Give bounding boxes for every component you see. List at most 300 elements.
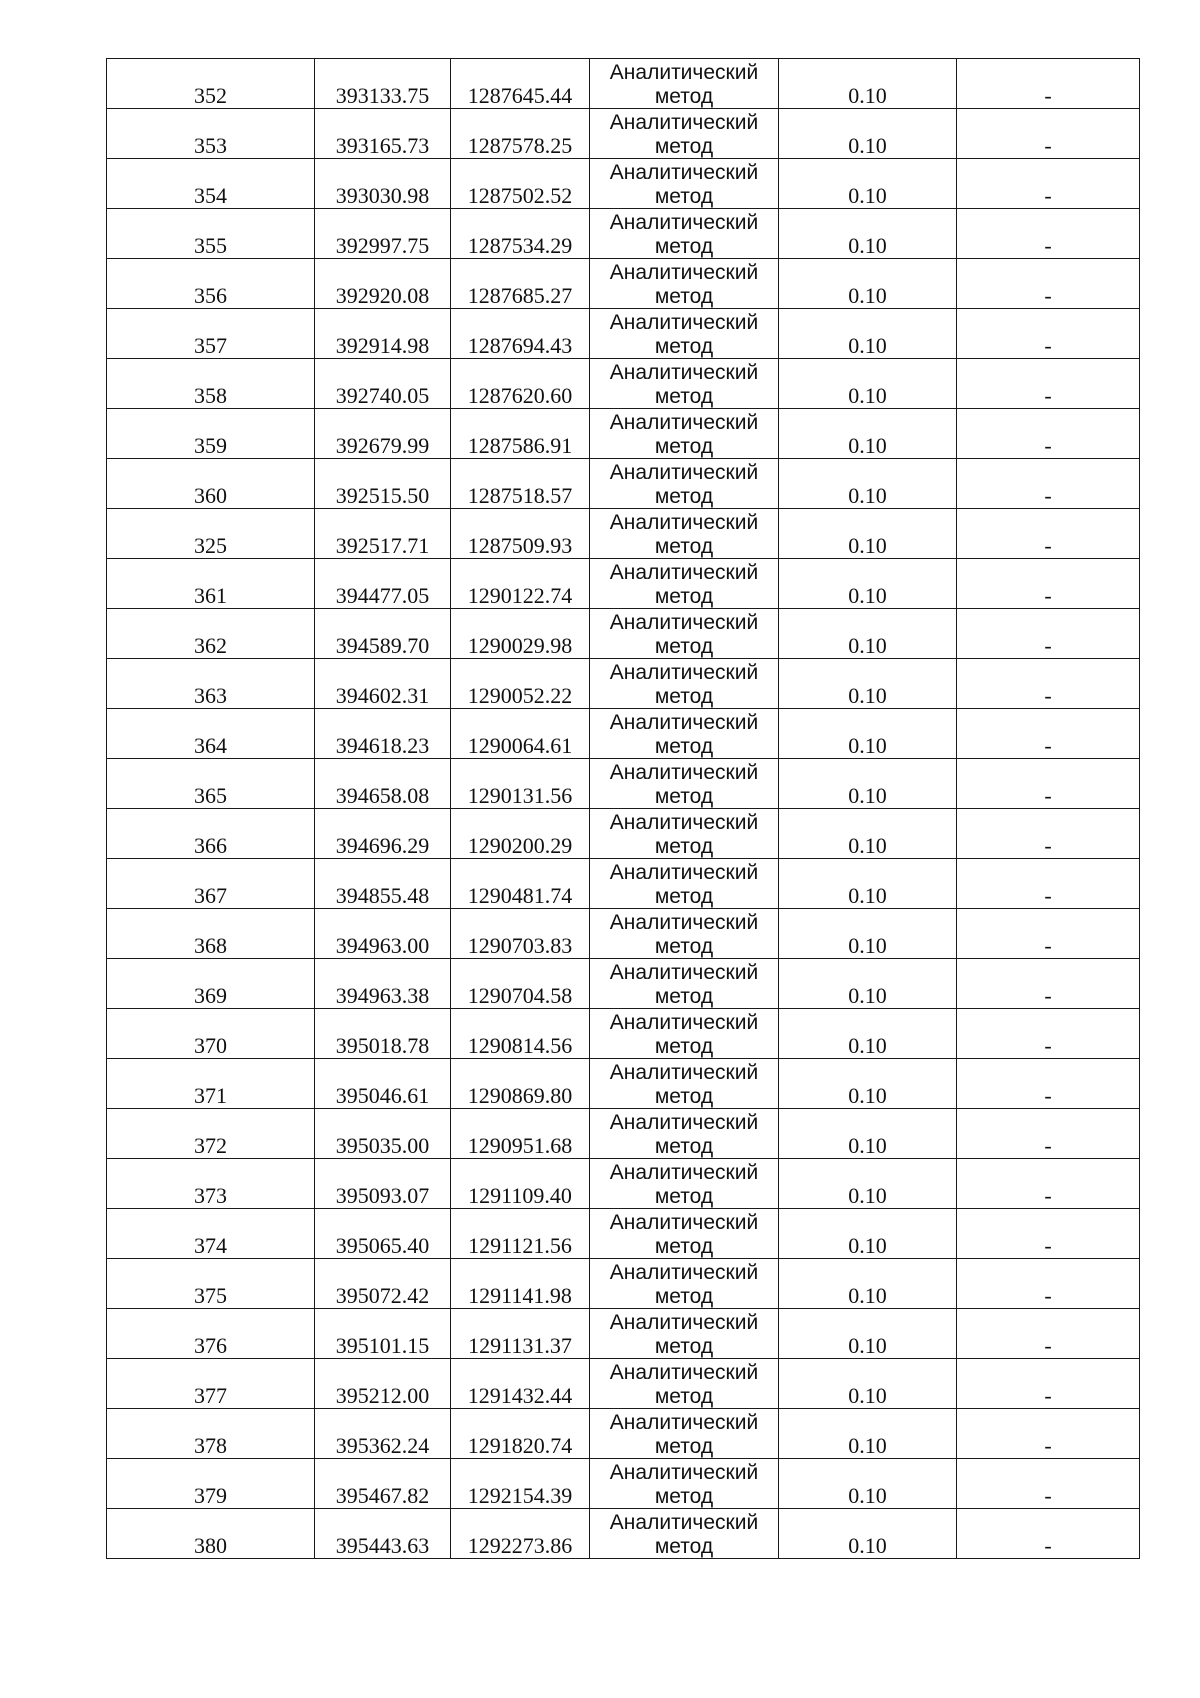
note-cell bbox=[957, 1059, 1140, 1109]
accuracy-cell bbox=[779, 1009, 957, 1059]
note-text: - bbox=[1044, 433, 1052, 458]
note-text: - bbox=[1044, 1433, 1052, 1458]
point-number-text: 368 bbox=[194, 933, 227, 958]
accuracy-text: 0.10 bbox=[848, 1033, 887, 1058]
point-number-text: 354 bbox=[194, 183, 227, 208]
accuracy-cell bbox=[779, 1309, 957, 1359]
note-cell bbox=[957, 109, 1140, 159]
table-row bbox=[107, 1159, 1140, 1209]
y-coordinate-text: 1290703.83 bbox=[467, 933, 573, 958]
accuracy-text: 0.10 bbox=[848, 583, 887, 608]
method-cell bbox=[590, 959, 779, 1009]
method-cell bbox=[590, 309, 779, 359]
table-row bbox=[107, 159, 1140, 209]
table-row bbox=[107, 959, 1140, 1009]
method-line-1: Аналитический bbox=[609, 1311, 759, 1334]
x-coordinate-text: 395101.15 bbox=[335, 1333, 430, 1358]
accuracy-cell bbox=[779, 309, 957, 359]
note-cell bbox=[957, 959, 1140, 1009]
point-number-cell bbox=[107, 1309, 315, 1359]
y-coordinate-cell bbox=[451, 1509, 590, 1559]
note-text: - bbox=[1044, 683, 1052, 708]
y-coordinate-cell bbox=[451, 509, 590, 559]
accuracy-text: 0.10 bbox=[848, 83, 887, 108]
note-cell bbox=[957, 609, 1140, 659]
x-coordinate-cell bbox=[315, 509, 451, 559]
method-cell bbox=[590, 859, 779, 909]
note-cell bbox=[957, 809, 1140, 859]
x-coordinate-text: 394963.38 bbox=[335, 983, 430, 1008]
method-cell bbox=[590, 1459, 779, 1509]
y-coordinate-cell bbox=[451, 1359, 590, 1409]
note-text: - bbox=[1044, 1033, 1052, 1058]
note-cell bbox=[957, 1359, 1140, 1409]
x-coordinate-text: 392914.98 bbox=[335, 333, 430, 358]
method-cell bbox=[590, 1209, 779, 1259]
x-coordinate-text: 392515.50 bbox=[335, 483, 430, 508]
method-cell bbox=[590, 1159, 779, 1209]
note-text: - bbox=[1044, 283, 1052, 308]
accuracy-text: 0.10 bbox=[848, 1183, 887, 1208]
table-row bbox=[107, 309, 1140, 359]
point-number-cell bbox=[107, 1009, 315, 1059]
note-text: - bbox=[1044, 833, 1052, 858]
y-coordinate-text: 1291141.98 bbox=[468, 1283, 572, 1308]
table-row bbox=[107, 109, 1140, 159]
y-coordinate-text: 1290064.61 bbox=[467, 733, 573, 758]
table-row bbox=[107, 459, 1140, 509]
point-number-text: 370 bbox=[194, 1033, 227, 1058]
method-line-2: метод bbox=[654, 435, 714, 458]
y-coordinate-text: 1292154.39 bbox=[467, 1483, 573, 1508]
method-line-1: Аналитический bbox=[609, 411, 759, 434]
point-number-text: 357 bbox=[194, 333, 227, 358]
method-line-1: Аналитический bbox=[609, 361, 759, 384]
table-row bbox=[107, 1459, 1140, 1509]
y-coordinate-cell bbox=[451, 559, 590, 609]
point-number-cell bbox=[107, 959, 315, 1009]
accuracy-text: 0.10 bbox=[848, 183, 887, 208]
accuracy-text: 0.10 bbox=[848, 933, 887, 958]
method-cell bbox=[590, 409, 779, 459]
note-cell bbox=[957, 509, 1140, 559]
accuracy-text: 0.10 bbox=[848, 683, 887, 708]
method-cell bbox=[590, 1259, 779, 1309]
method-cell bbox=[590, 809, 779, 859]
y-coordinate-text: 1290122.74 bbox=[467, 583, 573, 608]
method-line-1: Аналитический bbox=[609, 1361, 759, 1384]
point-number-cell bbox=[107, 1509, 315, 1559]
table-row bbox=[107, 909, 1140, 959]
note-text: - bbox=[1044, 1083, 1052, 1108]
table-row bbox=[107, 559, 1140, 609]
note-text: - bbox=[1044, 783, 1052, 808]
table-row bbox=[107, 759, 1140, 809]
x-coordinate-text: 392920.08 bbox=[335, 283, 430, 308]
accuracy-cell bbox=[779, 859, 957, 909]
x-coordinate-text: 395072.42 bbox=[335, 1283, 430, 1308]
method-cell bbox=[590, 1359, 779, 1409]
table-row bbox=[107, 609, 1140, 659]
method-line-2: метод bbox=[654, 1035, 714, 1058]
x-coordinate-text: 394618.23 bbox=[335, 733, 430, 758]
coordinates-table-body bbox=[107, 59, 1140, 1559]
accuracy-text: 0.10 bbox=[848, 483, 887, 508]
note-cell bbox=[957, 1409, 1140, 1459]
x-coordinate-text: 394602.31 bbox=[335, 683, 430, 708]
x-coordinate-cell bbox=[315, 659, 451, 709]
y-coordinate-text: 1290951.68 bbox=[467, 1133, 573, 1158]
accuracy-cell bbox=[779, 909, 957, 959]
note-cell bbox=[957, 709, 1140, 759]
accuracy-cell bbox=[779, 1209, 957, 1259]
method-line-1: Аналитический bbox=[609, 311, 759, 334]
x-coordinate-cell bbox=[315, 859, 451, 909]
x-coordinate-cell bbox=[315, 809, 451, 859]
accuracy-cell bbox=[779, 1159, 957, 1209]
note-cell bbox=[957, 1159, 1140, 1209]
x-coordinate-text: 392997.75 bbox=[335, 233, 430, 258]
point-number-cell bbox=[107, 159, 315, 209]
y-coordinate-cell bbox=[451, 1209, 590, 1259]
y-coordinate-cell bbox=[451, 809, 590, 859]
point-number-cell bbox=[107, 509, 315, 559]
x-coordinate-text: 395065.40 bbox=[335, 1233, 430, 1258]
point-number-text: 365 bbox=[194, 783, 227, 808]
method-line-2: метод bbox=[654, 685, 714, 708]
accuracy-text: 0.10 bbox=[848, 633, 887, 658]
method-line-2: метод bbox=[654, 1385, 714, 1408]
point-number-cell bbox=[107, 659, 315, 709]
table-row bbox=[107, 409, 1140, 459]
accuracy-text: 0.10 bbox=[848, 133, 887, 158]
method-line-2: метод bbox=[654, 1435, 714, 1458]
accuracy-cell bbox=[779, 659, 957, 709]
method-line-1: Аналитический bbox=[609, 211, 759, 234]
method-cell bbox=[590, 609, 779, 659]
table-row bbox=[107, 259, 1140, 309]
point-number-cell bbox=[107, 309, 315, 359]
accuracy-cell bbox=[779, 359, 957, 409]
y-coordinate-cell bbox=[451, 159, 590, 209]
method-line-1: Аналитический bbox=[609, 1211, 759, 1234]
x-coordinate-text: 395212.00 bbox=[335, 1383, 430, 1408]
x-coordinate-cell bbox=[315, 1109, 451, 1159]
accuracy-text: 0.10 bbox=[848, 1483, 887, 1508]
method-line-1: Аналитический bbox=[609, 1261, 759, 1284]
method-line-1: Аналитический bbox=[609, 111, 759, 134]
y-coordinate-cell bbox=[451, 359, 590, 409]
point-number-cell bbox=[107, 559, 315, 609]
y-coordinate-cell bbox=[451, 1109, 590, 1159]
x-coordinate-cell bbox=[315, 1209, 451, 1259]
note-cell bbox=[957, 1509, 1140, 1559]
point-number-text: 325 bbox=[194, 533, 227, 558]
method-line-2: метод bbox=[654, 85, 714, 108]
y-coordinate-cell bbox=[451, 409, 590, 459]
x-coordinate-cell bbox=[315, 209, 451, 259]
method-line-1: Аналитический bbox=[609, 961, 759, 984]
point-number-cell bbox=[107, 209, 315, 259]
y-coordinate-text: 1290029.98 bbox=[467, 633, 573, 658]
method-cell bbox=[590, 59, 779, 109]
y-coordinate-cell bbox=[451, 709, 590, 759]
note-text: - bbox=[1044, 933, 1052, 958]
accuracy-cell bbox=[779, 1109, 957, 1159]
method-line-1: Аналитический bbox=[609, 611, 759, 634]
accuracy-cell bbox=[779, 209, 957, 259]
note-cell bbox=[957, 1459, 1140, 1509]
y-coordinate-text: 1287620.60 bbox=[467, 383, 573, 408]
accuracy-text: 0.10 bbox=[848, 983, 887, 1008]
x-coordinate-text: 392679.99 bbox=[335, 433, 430, 458]
accuracy-text: 0.10 bbox=[848, 1133, 887, 1158]
x-coordinate-text: 395467.82 bbox=[335, 1483, 430, 1508]
x-coordinate-text: 395362.24 bbox=[335, 1433, 430, 1458]
method-line-1: Аналитический bbox=[609, 511, 759, 534]
accuracy-cell bbox=[779, 1409, 957, 1459]
method-cell bbox=[590, 359, 779, 409]
table-row bbox=[107, 659, 1140, 709]
note-cell bbox=[957, 1009, 1140, 1059]
accuracy-text: 0.10 bbox=[848, 1333, 887, 1358]
point-number-cell bbox=[107, 409, 315, 459]
table-row bbox=[107, 1109, 1140, 1159]
method-cell bbox=[590, 1409, 779, 1459]
note-text: - bbox=[1044, 383, 1052, 408]
accuracy-text: 0.10 bbox=[848, 1533, 887, 1558]
method-line-1: Аналитический bbox=[609, 1061, 759, 1084]
y-coordinate-cell bbox=[451, 109, 590, 159]
point-number-cell bbox=[107, 1459, 315, 1509]
note-text: - bbox=[1044, 1483, 1052, 1508]
y-coordinate-cell bbox=[451, 1309, 590, 1359]
y-coordinate-text: 1291131.37 bbox=[468, 1333, 572, 1358]
point-number-cell bbox=[107, 859, 315, 909]
x-coordinate-cell bbox=[315, 1509, 451, 1559]
point-number-text: 379 bbox=[194, 1483, 227, 1508]
x-coordinate-cell bbox=[315, 1259, 451, 1309]
x-coordinate-text: 392740.05 bbox=[335, 383, 430, 408]
point-number-cell bbox=[107, 1359, 315, 1409]
note-cell bbox=[957, 1209, 1140, 1259]
method-cell bbox=[590, 659, 779, 709]
method-line-2: метод bbox=[654, 485, 714, 508]
point-number-text: 356 bbox=[194, 283, 227, 308]
x-coordinate-text: 394696.29 bbox=[335, 833, 430, 858]
y-coordinate-cell bbox=[451, 59, 590, 109]
method-cell bbox=[590, 759, 779, 809]
x-coordinate-cell bbox=[315, 409, 451, 459]
note-text: - bbox=[1044, 133, 1052, 158]
y-coordinate-text: 1287645.44 bbox=[467, 83, 573, 108]
method-cell bbox=[590, 1509, 779, 1559]
y-coordinate-cell bbox=[451, 459, 590, 509]
y-coordinate-cell bbox=[451, 859, 590, 909]
y-coordinate-text: 1290131.56 bbox=[467, 783, 573, 808]
note-cell bbox=[957, 1259, 1140, 1309]
accuracy-cell bbox=[779, 1459, 957, 1509]
point-number-text: 364 bbox=[194, 733, 227, 758]
method-line-2: метод bbox=[654, 535, 714, 558]
point-number-text: 372 bbox=[194, 1133, 227, 1158]
method-line-1: Аналитический bbox=[609, 1161, 759, 1184]
y-coordinate-cell bbox=[451, 1159, 590, 1209]
point-number-text: 367 bbox=[194, 883, 227, 908]
note-text: - bbox=[1044, 883, 1052, 908]
point-number-text: 376 bbox=[194, 1333, 227, 1358]
x-coordinate-cell bbox=[315, 309, 451, 359]
accuracy-text: 0.10 bbox=[848, 533, 887, 558]
note-cell bbox=[957, 59, 1140, 109]
y-coordinate-text: 1290481.74 bbox=[467, 883, 573, 908]
method-line-1: Аналитический bbox=[609, 61, 759, 84]
point-number-cell bbox=[107, 759, 315, 809]
accuracy-cell bbox=[779, 709, 957, 759]
x-coordinate-cell bbox=[315, 1159, 451, 1209]
note-text: - bbox=[1044, 583, 1052, 608]
method-cell bbox=[590, 109, 779, 159]
method-line-2: метод bbox=[654, 1235, 714, 1258]
point-number-cell bbox=[107, 809, 315, 859]
point-number-cell bbox=[107, 609, 315, 659]
point-number-cell bbox=[107, 1159, 315, 1209]
x-coordinate-text: 393030.98 bbox=[335, 183, 430, 208]
accuracy-text: 0.10 bbox=[848, 733, 887, 758]
accuracy-text: 0.10 bbox=[848, 883, 887, 908]
table-row bbox=[107, 809, 1140, 859]
note-cell bbox=[957, 1109, 1140, 1159]
note-cell bbox=[957, 209, 1140, 259]
method-line-1: Аналитический bbox=[609, 161, 759, 184]
y-coordinate-cell bbox=[451, 259, 590, 309]
accuracy-cell bbox=[779, 459, 957, 509]
x-coordinate-text: 394658.08 bbox=[335, 783, 430, 808]
table-row bbox=[107, 1059, 1140, 1109]
method-line-2: метод bbox=[654, 585, 714, 608]
accuracy-text: 0.10 bbox=[848, 1433, 887, 1458]
accuracy-cell bbox=[779, 109, 957, 159]
note-cell bbox=[957, 459, 1140, 509]
x-coordinate-cell bbox=[315, 59, 451, 109]
method-cell bbox=[590, 459, 779, 509]
x-coordinate-cell bbox=[315, 1459, 451, 1509]
point-number-cell bbox=[107, 359, 315, 409]
y-coordinate-text: 1290869.80 bbox=[467, 1083, 573, 1108]
x-coordinate-text: 394855.48 bbox=[335, 883, 430, 908]
x-coordinate-text: 392517.71 bbox=[335, 533, 430, 558]
y-coordinate-text: 1287534.29 bbox=[467, 233, 573, 258]
x-coordinate-text: 395046.61 bbox=[335, 1083, 430, 1108]
method-line-2: метод bbox=[654, 285, 714, 308]
y-coordinate-cell bbox=[451, 1059, 590, 1109]
note-cell bbox=[957, 659, 1140, 709]
table-row bbox=[107, 1209, 1140, 1259]
point-number-text: 359 bbox=[194, 433, 227, 458]
method-line-2: метод bbox=[654, 1335, 714, 1358]
method-line-1: Аналитический bbox=[609, 811, 759, 834]
y-coordinate-cell bbox=[451, 659, 590, 709]
accuracy-cell bbox=[779, 1259, 957, 1309]
method-cell bbox=[590, 909, 779, 959]
x-coordinate-text: 394589.70 bbox=[335, 633, 430, 658]
x-coordinate-text: 395443.63 bbox=[335, 1533, 430, 1558]
point-number-cell bbox=[107, 59, 315, 109]
note-text: - bbox=[1044, 1533, 1052, 1558]
method-line-2: метод bbox=[654, 135, 714, 158]
point-number-cell bbox=[107, 259, 315, 309]
table-row bbox=[107, 1509, 1140, 1559]
note-text: - bbox=[1044, 1283, 1052, 1308]
accuracy-text: 0.10 bbox=[848, 283, 887, 308]
method-line-2: метод bbox=[654, 385, 714, 408]
note-text: - bbox=[1044, 733, 1052, 758]
method-line-1: Аналитический bbox=[609, 761, 759, 784]
point-number-text: 366 bbox=[194, 833, 227, 858]
note-cell bbox=[957, 309, 1140, 359]
table-row bbox=[107, 1309, 1140, 1359]
note-text: - bbox=[1044, 1333, 1052, 1358]
method-line-2: метод bbox=[654, 1485, 714, 1508]
method-cell bbox=[590, 709, 779, 759]
note-text: - bbox=[1044, 1233, 1052, 1258]
x-coordinate-cell bbox=[315, 1309, 451, 1359]
y-coordinate-cell bbox=[451, 1259, 590, 1309]
accuracy-cell bbox=[779, 609, 957, 659]
note-text: - bbox=[1044, 1133, 1052, 1158]
method-line-1: Аналитический bbox=[609, 261, 759, 284]
method-line-2: метод bbox=[654, 1085, 714, 1108]
note-cell bbox=[957, 409, 1140, 459]
x-coordinate-cell bbox=[315, 909, 451, 959]
accuracy-text: 0.10 bbox=[848, 233, 887, 258]
x-coordinate-text: 393165.73 bbox=[335, 133, 430, 158]
y-coordinate-cell bbox=[451, 959, 590, 1009]
point-number-text: 360 bbox=[194, 483, 227, 508]
y-coordinate-text: 1290052.22 bbox=[467, 683, 573, 708]
y-coordinate-text: 1291121.56 bbox=[468, 1233, 572, 1258]
accuracy-cell bbox=[779, 159, 957, 209]
point-number-text: 355 bbox=[194, 233, 227, 258]
note-cell bbox=[957, 359, 1140, 409]
method-line-1: Аналитический bbox=[609, 1511, 759, 1534]
point-number-text: 361 bbox=[194, 583, 227, 608]
point-number-cell bbox=[107, 459, 315, 509]
method-cell bbox=[590, 259, 779, 309]
accuracy-cell bbox=[779, 1509, 957, 1559]
method-line-2: метод bbox=[654, 1285, 714, 1308]
y-coordinate-text: 1287502.52 bbox=[467, 183, 573, 208]
method-line-2: метод bbox=[654, 985, 714, 1008]
x-coordinate-cell bbox=[315, 1409, 451, 1459]
note-text: - bbox=[1044, 233, 1052, 258]
accuracy-cell bbox=[779, 809, 957, 859]
x-coordinate-text: 394477.05 bbox=[335, 583, 430, 608]
method-line-1: Аналитический bbox=[609, 1111, 759, 1134]
x-coordinate-text: 395035.00 bbox=[335, 1133, 430, 1158]
table-row bbox=[107, 1359, 1140, 1409]
x-coordinate-text: 395093.07 bbox=[335, 1183, 430, 1208]
x-coordinate-cell bbox=[315, 159, 451, 209]
method-line-1: Аналитический bbox=[609, 561, 759, 584]
x-coordinate-text: 394963.00 bbox=[335, 933, 430, 958]
table-row bbox=[107, 1009, 1140, 1059]
y-coordinate-text: 1287509.93 bbox=[467, 533, 573, 558]
y-coordinate-cell bbox=[451, 309, 590, 359]
point-number-text: 371 bbox=[194, 1083, 227, 1108]
point-number-text: 374 bbox=[194, 1233, 227, 1258]
note-cell bbox=[957, 909, 1140, 959]
